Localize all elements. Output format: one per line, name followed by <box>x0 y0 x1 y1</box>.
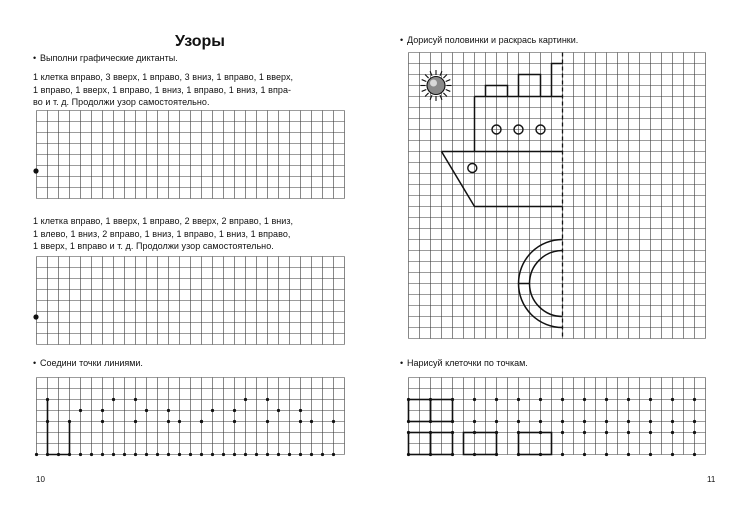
task-label: Выполни графические диктанты. <box>40 53 178 63</box>
draw-cells-grid[interactable] <box>408 377 716 461</box>
connect-dots-grid[interactable] <box>36 377 345 461</box>
bullet-icon: • <box>400 358 404 368</box>
dictation-line: 1 вправо, 1 вверх, 1 вправо, 1 вниз, 1 вправо, 1 вниз, 1 впра- <box>33 84 292 95</box>
task-label: Дорисуй половинки и раскрась картинки. <box>407 35 579 45</box>
dictation-line: во и т. д. Продолжи узор самостоятельно. <box>33 97 210 107</box>
grid-lines <box>37 257 345 345</box>
dictation-1-text <box>33 71 293 109</box>
grid-lines <box>409 378 706 455</box>
task-instruction-draw-cells <box>400 358 528 368</box>
dictation-line: 1 клетка вправо, 1 вверх, 1 вправо, 2 вверх, 2 вправо, 1 вниз, <box>33 216 294 226</box>
bullet-icon: • <box>400 35 404 45</box>
task-label: Нарисуй клеточки по точкам. <box>407 358 528 368</box>
task-instruction-connect-dots <box>33 358 143 368</box>
bullet-icon: • <box>33 53 37 63</box>
page-number-right: 11 <box>707 475 716 484</box>
dictation-line: 1 клетка вправо, 3 вверх, 1 вправо, 3 вниз, 1 вправо, 1 вверх, <box>33 72 294 82</box>
grid-lines <box>409 53 706 339</box>
task-instruction-dictation <box>33 53 178 63</box>
bullet-icon: • <box>33 358 37 368</box>
complete-halves-grid[interactable] <box>408 52 716 342</box>
grid-lines <box>37 111 345 199</box>
page-title: Узоры <box>175 33 225 50</box>
dictation-line: 1 влево, 1 вниз, 2 вправо, 1 вниз, 1 вправо, 1 вниз, 1 вправо, <box>33 228 291 239</box>
dictation-1-grid[interactable] <box>36 110 345 200</box>
dictation-line: 1 вверх, 1 вправо и т. д. Продолжи узор самостоятельно. <box>33 241 274 251</box>
dictation-2-grid[interactable] <box>36 256 345 346</box>
task-instruction-complete-halves <box>400 35 578 45</box>
task-label: Соедини точки линиями. <box>40 358 143 368</box>
dictation-2-text <box>33 215 293 253</box>
grid-lines <box>37 378 345 455</box>
page-number-left: 10 <box>36 475 45 484</box>
